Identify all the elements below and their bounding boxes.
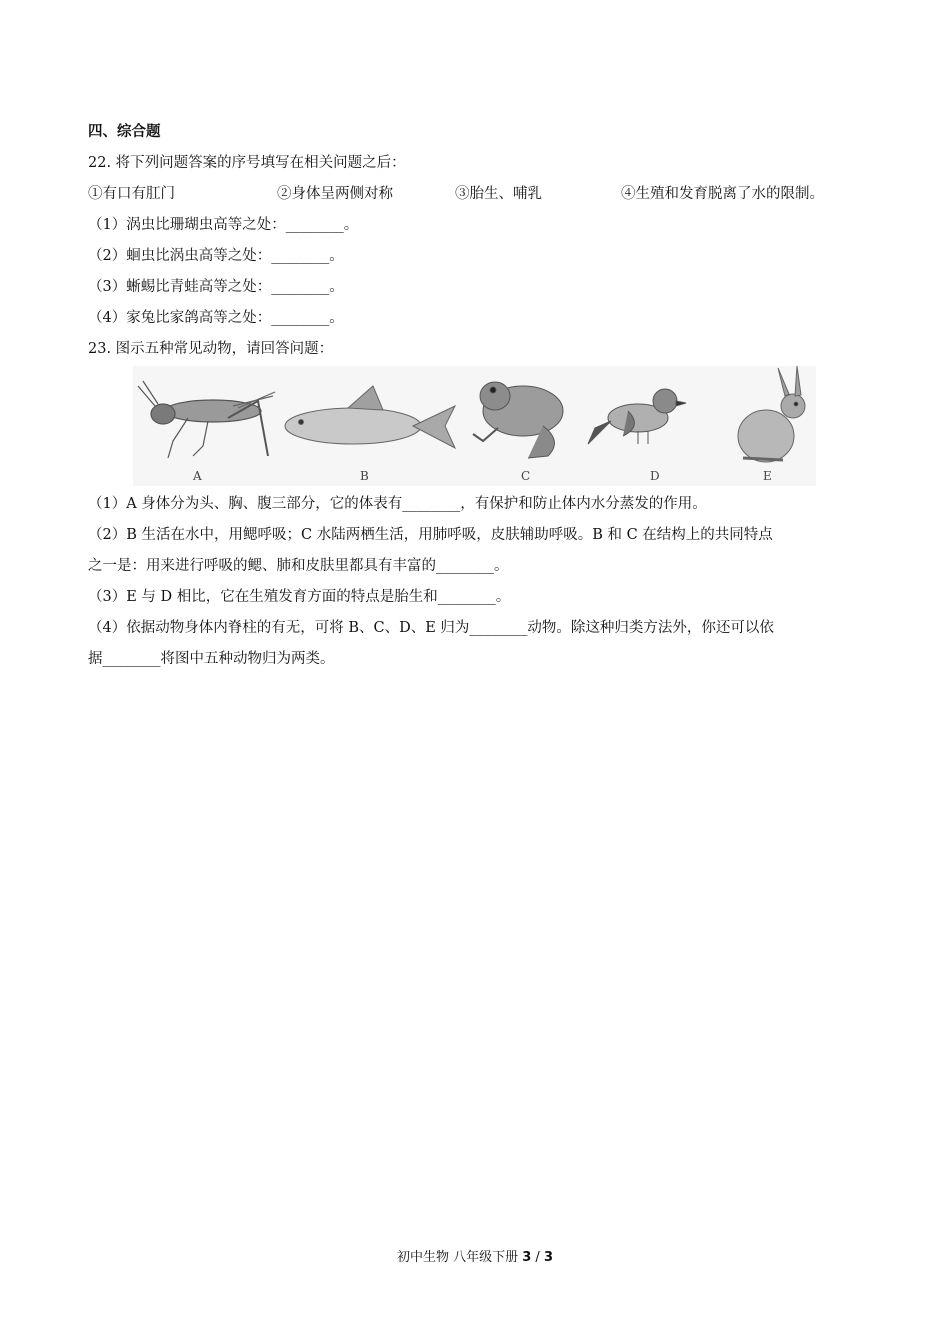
q22-item-4: （4）家兔比家鸽高等之处：________。 bbox=[88, 310, 344, 326]
q23-item-4-line2: 据________将图中五种动物归为两类。 bbox=[88, 651, 335, 667]
page-footer bbox=[0, 1246, 950, 1265]
option-2: ②身体呈两侧对称 bbox=[277, 186, 393, 202]
section-title: 四、综合题 bbox=[88, 124, 161, 140]
animals-figure bbox=[133, 366, 816, 486]
figure-label-e: E bbox=[763, 469, 772, 483]
option-3: ③胎生、哺乳 bbox=[455, 186, 542, 202]
footer-page: 3 bbox=[522, 1250, 532, 1265]
q23-item-4-line1: （4）依据动物身体内脊柱的有无，可将 B、C、D、E 归为________动物。除这种归类方法外，你还可以依 bbox=[88, 620, 774, 636]
figure-label-a: A bbox=[193, 469, 202, 483]
question-23-stem: 23. 图示五种常见动物，请回答问题： bbox=[88, 341, 334, 357]
q22-item-2: （2）蛔虫比涡虫高等之处：________。 bbox=[88, 248, 344, 264]
footer-sep: / bbox=[531, 1250, 544, 1265]
q23-item-1: （1）A 身体分为头、胸、腹三部分，它的体表有________，有保护和防止体内水分蒸发的作用。 bbox=[88, 496, 707, 512]
question-22-stem: 22. 将下列问题答案的序号填写在相关问题之后： bbox=[88, 155, 406, 171]
q22-item-1: （1）涡虫比珊瑚虫高等之处：________。 bbox=[88, 217, 359, 233]
footer-subject: 初中生物 八年级下册 bbox=[396, 1250, 523, 1265]
option-1: ①有口有肛门 bbox=[88, 186, 175, 202]
option-4: ④生殖和发育脱离了水的限制。 bbox=[621, 186, 824, 202]
footer-total: 3 bbox=[543, 1250, 553, 1265]
figure-label-b: B bbox=[360, 469, 369, 483]
figure-label-d: D bbox=[650, 469, 660, 483]
figure-label-c: C bbox=[521, 469, 531, 483]
q23-item-3: （3）E 与 D 相比，它在生殖发育方面的特点是胎生和________。 bbox=[88, 589, 511, 605]
q23-item-2-line1: （2）B 生活在水中，用鳃呼吸；C 水陆两栖生活，用肺呼吸，皮肤辅助呼吸。B 和 C 在结构上的共同特点 bbox=[88, 527, 773, 543]
q22-item-3: （3）蜥蜴比青蛙高等之处：________。 bbox=[88, 279, 344, 295]
q23-item-2-line2: 之一是：用来进行呼吸的鳃、肺和皮肤里都具有丰富的________。 bbox=[88, 558, 509, 574]
